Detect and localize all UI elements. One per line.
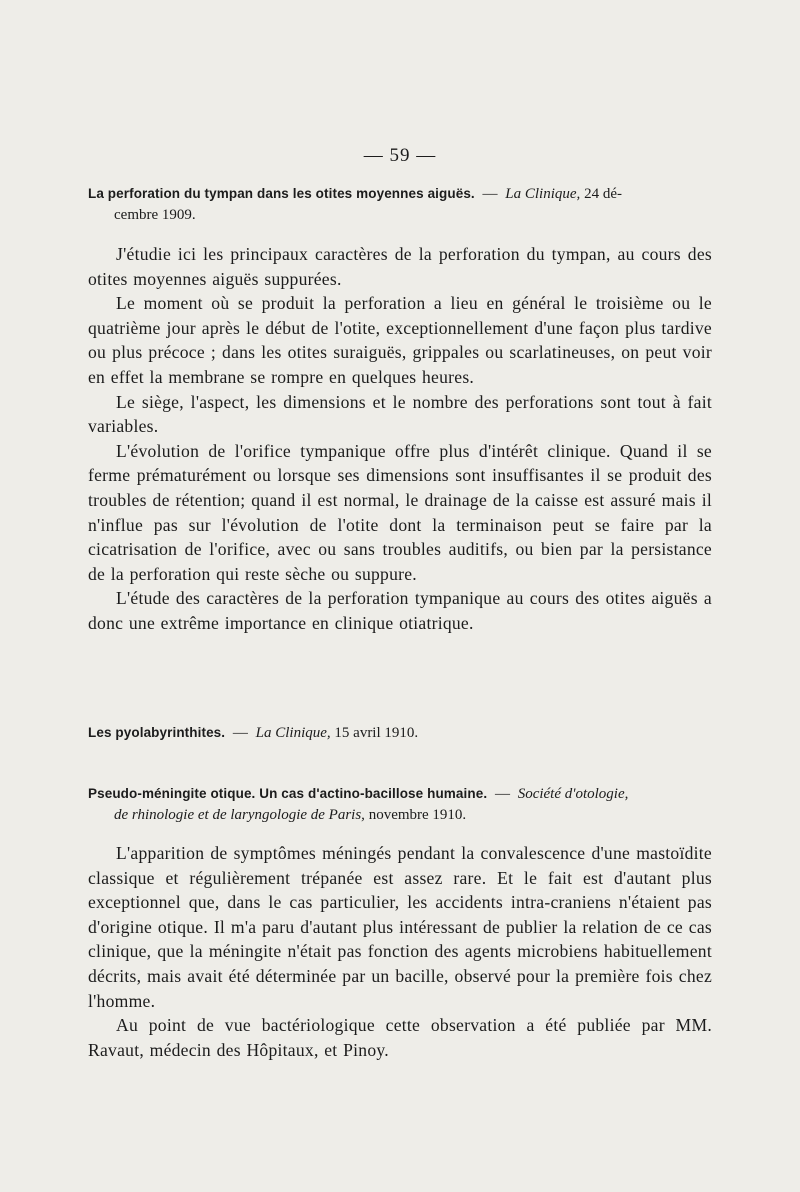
entry-separator: — (232, 725, 248, 741)
paragraph: L'étude des caractères de la perforation tympanique au cours des otites aiguës a donc une extrême importance en clinique otiatrique. (88, 588, 712, 633)
article-body-1 (88, 242, 712, 636)
entry-date: 15 avril 1910. (334, 725, 419, 741)
entry-title: Pseudo-méningite otique. Un cas d'actino-bacillose humaine. (88, 786, 488, 801)
article-body-3 (88, 841, 712, 1062)
bibliography-entry-3 (88, 783, 712, 826)
paragraph: L'apparition de symptômes méningés pendant la convalescence d'une mastoïdite classique et régulièrement trépanée est assez rare. Et le fait est d'autant plus exceptionnel que, dans le cas particulier, les accidents intra-craniens n'étaient pas d'origine otique. Il m'a paru d'autant plus intéressant de publier la relation de ce cas clinique, que la méningite n'était pas fonction des agents microbiens habituellement décrits, mais avait été déterminée par un bacille, observé pour la première fois chez l'homme. (88, 843, 712, 1011)
entry-source: Société d'otologie, (517, 786, 629, 802)
bibliography-entry-2 (88, 722, 712, 744)
paragraph: Le siège, l'aspect, les dimensions et le nombre des perforations sont tout à fait variables. (88, 391, 712, 437)
entry-separator: — (494, 786, 510, 802)
entry-date: novembre 1910. (368, 807, 467, 823)
entry-source-continuation: de rhinologie et de laryngologie de Paris, (114, 807, 365, 823)
paragraph: J'étudie ici les principaux caractères de la perforation du tympan, au cours des otites moyennes aiguës suppurées. (88, 244, 712, 289)
entry-source: La Clinique, (505, 186, 581, 202)
paragraph: L'évolution de l'orifice tympanique offre plus d'intérêt clinique. Quand il se ferme prématurément ou lorsque ses dimensions sont insuffisantes il se produit des troubles de rétention; quand il est normal, le drainage de la caisse est assuré mais il n'influe pas sur l'évolution de l'otite dont la terminaison peut se faire par la cicatrisation de l'orifice, avec ou sans troubles auditifs, ou bien par la persistance de la perforation qui reste sèche ou suppure. (88, 440, 712, 584)
entry-title: Les pyolabyrinthites. (88, 725, 226, 740)
entry-separator: — (482, 186, 498, 202)
entry-source: La Clinique, (255, 725, 331, 741)
bibliography-entry-1 (88, 183, 712, 226)
entry-date-part: 24 dé- (584, 186, 622, 202)
entry-title: La perforation du tympan dans les otites moyennes aiguës. (88, 186, 475, 201)
paragraph: Le moment où se produit la perforation a lieu en général le troisième ou le quatrième jour après le début de l'otite, exceptionnellement d'une façon plus tardive ou plus précoce ; dans les otites suraiguës, grippales ou scarlatineuses, on peut voir en effet la membrane se rompre en quelques heures. (88, 293, 712, 387)
page-number: — 59 — (363, 145, 437, 166)
entry-date-continuation: cembre 1909. (114, 207, 196, 223)
paragraph: Au point de vue bactériologique cette observation a été publiée par MM. Ravaut, médecin des Hôpitaux, et Pinoy. (88, 1015, 712, 1060)
